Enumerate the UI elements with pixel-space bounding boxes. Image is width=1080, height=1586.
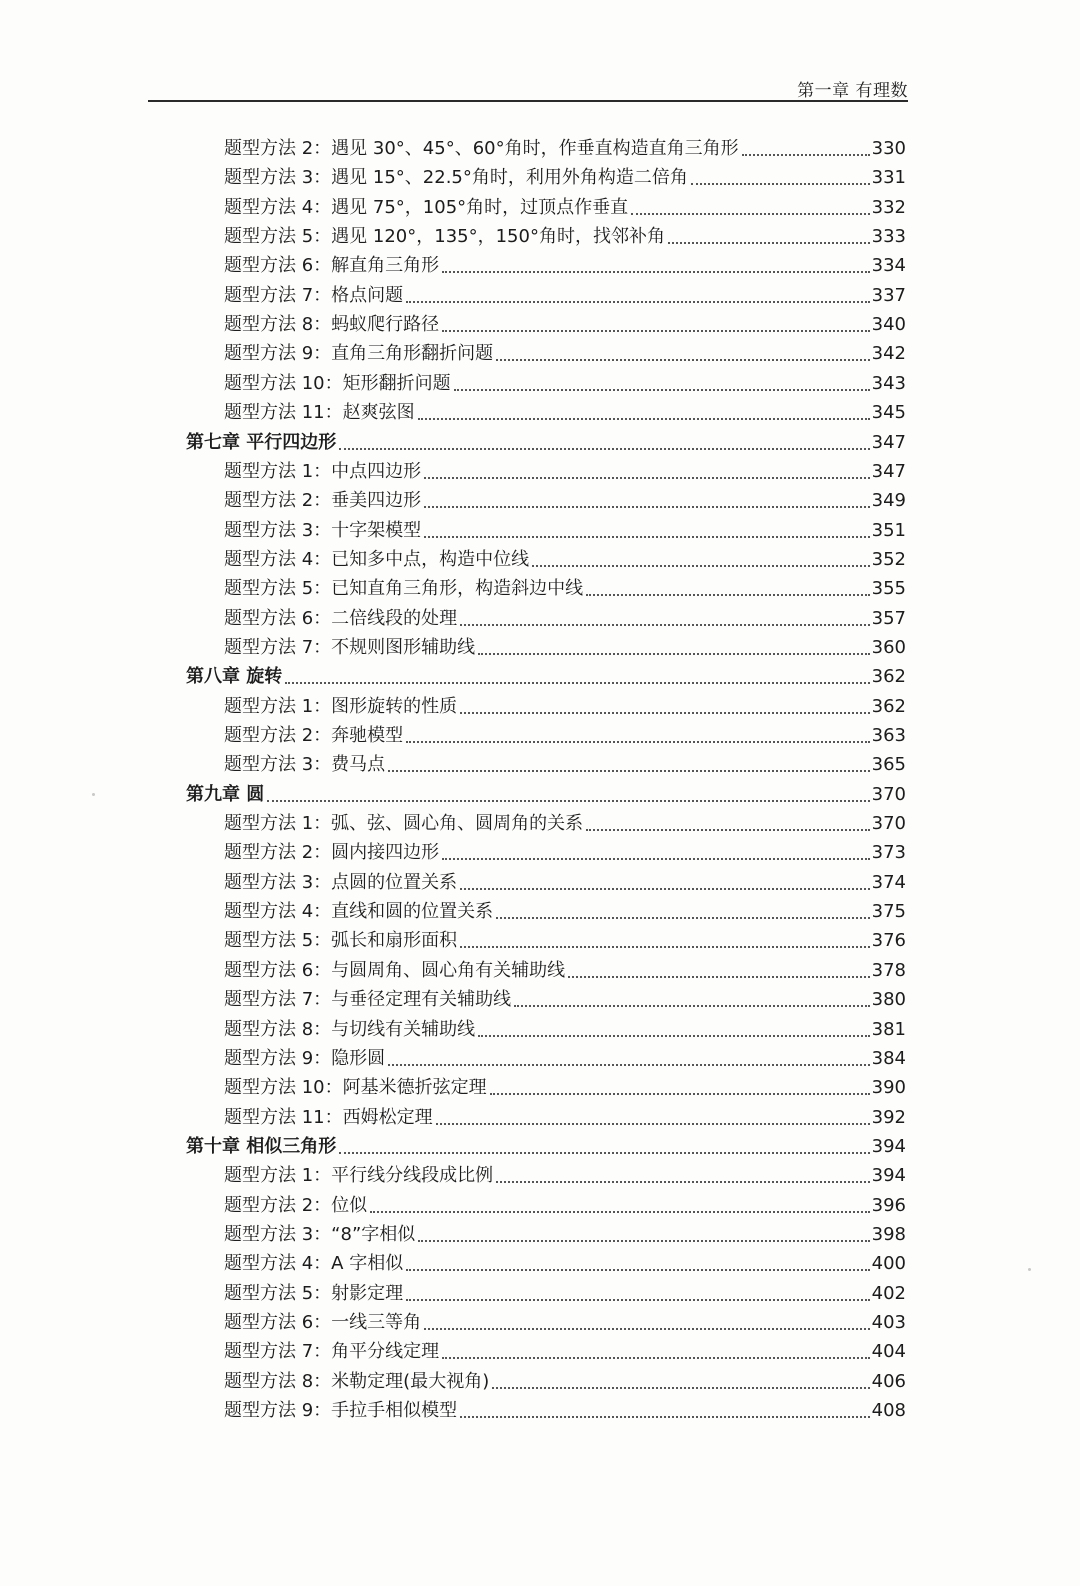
toc-page-number: 331 [871,167,906,189]
toc-page-number: 380 [871,989,906,1011]
toc-entry-label: 题型方法 5：已知直角三角形，构造斜边中线 [224,578,584,600]
toc-method-entry[interactable] [0,485,906,513]
toc-entry-label: 题型方法 8：米勒定理(最大视角) [224,1370,490,1392]
toc-page-number: 334 [871,255,906,277]
dot-leader [586,829,869,831]
dot-leader [406,301,869,303]
toc-page-number: 378 [871,959,906,981]
toc-page-number: 351 [871,519,906,541]
toc-entry-label: 题型方法 10：阿基米德折弦定理 [224,1077,487,1099]
toc-page-number: 330 [871,138,906,159]
toc-page-number: 408 [871,1400,906,1422]
toc-entry-label: 题型方法 6：解直角三角形 [224,255,440,277]
toc-method-entry[interactable] [0,515,906,543]
toc-entry-label: 题型方法 1：弧、弦、圆心角、圆周角的关系 [224,813,584,835]
dot-leader [568,976,869,978]
toc-page-number: 392 [871,1106,906,1128]
toc-page-number: 360 [871,636,906,658]
toc-page-number: 404 [871,1341,906,1363]
dot-leader [460,1416,869,1418]
toc-page-number: 381 [871,1018,906,1040]
toc-page-number: 384 [871,1047,906,1069]
toc-entry-label: 题型方法 11：赵爽弦图 [224,402,415,424]
toc-entry-label: 题型方法 7：不规则图形辅助线 [224,636,476,658]
dot-leader [668,242,870,244]
toc-method-entry[interactable] [0,544,906,572]
dot-leader [424,1328,869,1330]
toc-page-number: 375 [871,901,906,923]
toc-method-entry[interactable] [0,1366,906,1394]
toc-page-number: 390 [871,1077,906,1099]
toc-page-number: 396 [871,1194,906,1216]
toc-method-entry[interactable] [0,749,906,777]
toc-entry-label: 题型方法 4：遇见 75°，105°角时，过顶点作垂直 [224,196,629,218]
toc-entry-label: 题型方法 4：已知多中点，构造中位线 [224,548,530,570]
toc-page-number: 340 [871,314,906,336]
toc-method-entry[interactable] [0,1190,906,1218]
toc-page-number: 394 [871,1165,906,1187]
toc-entry-label: 第八章 旋转 [186,666,283,688]
toc-page-number: 365 [871,754,906,776]
dot-leader [436,1123,870,1125]
dot-leader [424,536,869,538]
toc-chapter-entry[interactable] [0,779,906,807]
dot-leader [586,594,869,596]
toc-method-entry[interactable] [0,925,906,953]
toc-page-number: 349 [871,490,906,512]
toc-entry-label: 题型方法 3：费马点 [224,754,386,776]
toc-method-entry[interactable] [0,867,906,895]
toc-entry-label: 题型方法 2：圆内接四边形 [224,842,440,864]
toc-page-number: 352 [871,548,906,570]
toc-method-entry[interactable] [0,250,906,278]
toc-chapter-entry[interactable] [0,661,906,689]
toc-page-number: 400 [871,1253,906,1275]
dot-leader [285,682,869,684]
toc-page-number: 333 [871,226,906,248]
toc-method-entry[interactable] [0,1102,906,1130]
toc-method-entry[interactable] [0,309,906,337]
toc-method-entry[interactable] [0,691,906,719]
dot-leader [442,1357,869,1359]
dot-leader [460,888,869,890]
toc-method-entry[interactable] [0,221,906,249]
toc-page-number: 357 [871,607,906,629]
dot-leader [406,741,869,743]
toc-page-number: 370 [871,813,906,835]
paper-speck [92,793,95,796]
toc-entry-label: 题型方法 1：中点四边形 [224,460,422,482]
toc-chapter-entry[interactable] [0,427,906,455]
toc-entry-label: 第十章 相似三角形 [186,1135,337,1157]
toc-page-number: 347 [871,431,906,453]
toc-entry-label: 题型方法 7：角平分线定理 [224,1341,440,1363]
dot-leader [742,154,870,156]
dot-leader [460,712,869,714]
dot-leader [496,359,869,361]
toc-entry-label: 题型方法 3：点圆的位置关系 [224,871,458,893]
toc-page-number: 363 [871,725,906,746]
toc-page-number: 347 [871,460,906,482]
dot-leader [490,1093,870,1095]
toc-entry-label: 题型方法 5：遇见 120°，135°，150°角时，找邻补角 [224,226,665,248]
toc-entry-label: 题型方法 1：图形旋转的性质 [224,695,458,717]
toc-entry-label: 题型方法 2：奔驰模型 [224,725,404,746]
dot-leader [370,1211,869,1213]
toc-entry-label: 题型方法 9：隐形圆 [224,1047,386,1069]
dot-leader [339,1152,869,1154]
toc-entry-label: 题型方法 2：遇见 30°、45°、60°角时，作垂直构造直角三角形 [224,138,739,159]
dot-leader [442,858,869,860]
dot-leader [492,1387,869,1389]
toc-method-entry[interactable] [0,338,906,366]
toc-method-entry[interactable] [0,133,906,161]
toc-entry-label: 题型方法 5：弧长和扇形面积 [224,930,458,952]
dot-leader [478,653,869,655]
dot-leader [496,1181,869,1183]
toc-method-entry[interactable] [0,984,906,1012]
toc-page-number: 355 [871,578,906,600]
toc-entry-label: 题型方法 10：矩形翻折问题 [224,372,451,394]
toc-entry-label: 题型方法 6：一线三等角 [224,1312,422,1333]
toc-method-entry[interactable] [0,603,906,631]
toc-page-number: 362 [871,695,906,717]
toc-entry-label: 题型方法 3：遇见 15°、22.5°角时，利用外角构造二倍角 [224,167,688,189]
dot-leader [388,770,869,772]
dot-leader [406,1269,869,1271]
toc-page-number: 373 [871,842,906,864]
toc-method-entry[interactable] [0,573,906,601]
toc-entry-label: 题型方法 8：与切线有关辅助线 [224,1018,476,1040]
dot-leader [442,330,869,332]
toc-method-entry[interactable] [0,162,906,190]
toc-method-entry[interactable] [0,896,906,924]
toc-entry-label: 题型方法 6：二倍线段的处理 [224,607,458,629]
toc-entry-label: 题型方法 4：直线和圆的位置关系 [224,901,494,923]
toc-method-entry[interactable] [0,632,906,660]
toc-entry-label: 题型方法 6：与圆周角、圆心角有关辅助线 [224,959,566,981]
toc-chapter-entry[interactable] [0,1131,906,1159]
dot-leader [339,448,869,450]
toc-entry-label: 题型方法 2：位似 [224,1194,368,1216]
toc-page-number: 345 [871,402,906,424]
toc-method-entry[interactable] [0,1278,906,1306]
paper-speck [1028,1268,1031,1271]
toc-entry-label: 题型方法 2：垂美四边形 [224,490,422,512]
toc-method-entry[interactable] [0,955,906,983]
toc-page-number: 342 [871,343,906,365]
dot-leader [460,946,869,948]
toc-method-entry[interactable] [0,1395,906,1423]
toc-page-number: 343 [871,372,906,394]
toc-method-entry[interactable] [0,1072,906,1100]
toc-method-entry[interactable] [0,280,906,308]
toc-method-entry[interactable] [0,1160,906,1188]
dot-leader [691,183,870,185]
toc-page-number: 406 [871,1370,906,1392]
dot-leader [267,800,869,802]
toc-method-entry[interactable] [0,1014,906,1042]
toc-entry-label: 题型方法 5：射影定理 [224,1282,404,1304]
toc-page-number: 403 [871,1312,906,1333]
dot-leader [424,506,869,508]
dot-leader [424,477,869,479]
dot-leader [514,1005,869,1007]
toc-entry-label: 第九章 圆 [186,783,265,805]
toc-entry-label: 题型方法 1：平行线分线段成比例 [224,1165,494,1187]
toc-entry-label: 题型方法 7：格点问题 [224,284,404,306]
dot-leader [454,389,870,391]
toc-entry-label: 题型方法 9：手拉手相似模型 [224,1400,458,1422]
toc-entry-label: 题型方法 3：“8”字相似 [224,1223,416,1245]
toc-method-entry[interactable] [0,837,906,865]
toc-page-number: 398 [871,1223,906,1245]
toc-method-entry[interactable] [0,397,906,425]
toc-method-entry[interactable] [0,456,906,484]
toc-entry-label: 题型方法 9：直角三角形翻折问题 [224,343,494,365]
toc-method-entry[interactable] [0,1336,906,1364]
toc-page-number: 374 [871,871,906,893]
dot-leader [418,418,870,420]
toc-page-number: 402 [871,1282,906,1304]
header-rule [148,100,908,102]
dot-leader [460,624,869,626]
toc-page-number: 362 [871,666,906,688]
toc-method-entry[interactable] [0,192,906,220]
dot-leader [418,1240,869,1242]
toc-method-entry[interactable] [0,808,906,836]
dot-leader [406,1299,869,1301]
toc-method-entry[interactable] [0,1219,906,1247]
running-header: 第一章 有理数 [797,81,908,101]
dot-leader [496,917,869,919]
toc-page-number: 370 [871,783,906,805]
toc-page-number: 332 [871,196,906,218]
toc-entry-label: 题型方法 7：与垂径定理有关辅助线 [224,989,512,1011]
dot-leader [388,1064,869,1066]
toc-method-entry[interactable] [0,1248,906,1276]
toc-entry-label: 题型方法 11：西姆松定理 [224,1106,433,1128]
toc-page-number: 376 [871,930,906,952]
dot-leader [631,213,869,215]
toc-entry-label: 题型方法 8：蚂蚁爬行路径 [224,314,440,336]
dot-leader [478,1035,869,1037]
dot-leader [532,565,869,567]
toc-entry-label: 题型方法 4：A 字相似 [224,1253,404,1275]
toc-page-number: 394 [871,1135,906,1157]
toc-method-entry[interactable] [0,720,906,748]
toc-method-entry[interactable] [0,368,906,396]
toc-entry-label: 第七章 平行四边形 [186,431,337,453]
toc-method-entry[interactable] [0,1043,906,1071]
toc-method-entry[interactable] [0,1307,906,1335]
toc-page-number: 337 [871,284,906,306]
toc-entry-label: 题型方法 3：十字架模型 [224,519,422,541]
dot-leader [442,271,869,273]
